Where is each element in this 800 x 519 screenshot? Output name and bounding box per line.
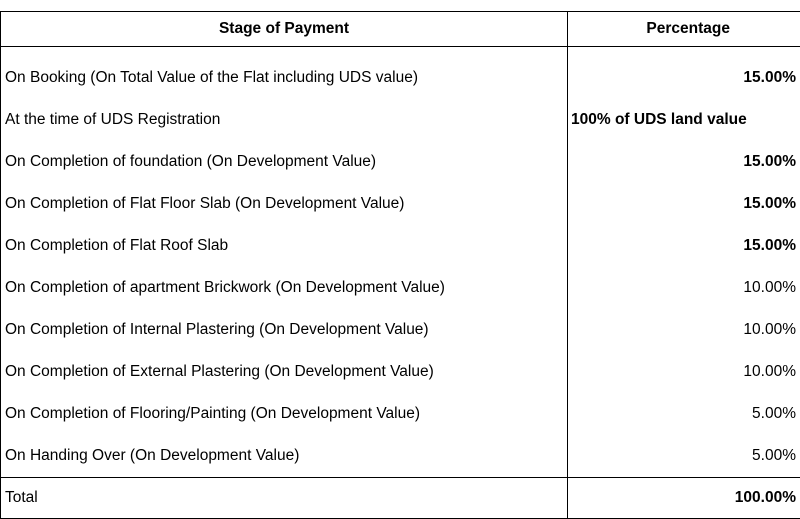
percentage-cell: 15.00% [568, 141, 800, 183]
stage-cell: On Handing Over (On Development Value) [1, 435, 568, 478]
table-row [1, 225, 800, 267]
stage-cell: On Completion of foundation (On Development Value) [1, 141, 568, 183]
table-row [1, 393, 800, 435]
table-row [1, 309, 800, 351]
table-row [1, 183, 800, 225]
stage-cell: On Completion of Flooring/Painting (On Development Value) [1, 393, 568, 435]
table-row [1, 141, 800, 183]
header-percentage: Percentage [568, 12, 800, 47]
header-row [1, 12, 800, 47]
stage-cell: On Completion of External Plastering (On Development Value) [1, 351, 568, 393]
stage-cell: On Completion of Internal Plastering (On Development Value) [1, 309, 568, 351]
header-stage-of-payment: Stage of Payment [1, 12, 568, 47]
stage-cell: On Booking (On Total Value of the Flat including UDS value) [1, 47, 568, 100]
percentage-cell: 5.00% [568, 393, 800, 435]
percentage-cell: 100% of UDS land value [568, 99, 800, 141]
percentage-cell: 10.00% [568, 267, 800, 309]
percentage-cell: 15.00% [568, 225, 800, 267]
percentage-cell: 15.00% [568, 47, 800, 100]
table-row [1, 267, 800, 309]
table-body [1, 47, 800, 519]
table-header [1, 12, 800, 47]
stage-cell: At the time of UDS Registration [1, 99, 568, 141]
percentage-cell: 5.00% [568, 435, 800, 478]
table-row [1, 351, 800, 393]
percentage-cell: 10.00% [568, 309, 800, 351]
percentage-cell: 15.00% [568, 183, 800, 225]
total-label: Total [1, 478, 568, 519]
stage-cell: On Completion of apartment Brickwork (On Development Value) [1, 267, 568, 309]
table-row [1, 47, 800, 100]
percentage-cell: 10.00% [568, 351, 800, 393]
table-row [1, 99, 800, 141]
total-percentage: 100.00% [568, 478, 800, 519]
total-row [1, 478, 800, 519]
stage-cell: On Completion of Flat Floor Slab (On Development Value) [1, 183, 568, 225]
table-row [1, 435, 800, 478]
payment-schedule-table [0, 11, 800, 519]
stage-cell: On Completion of Flat Roof Slab [1, 225, 568, 267]
